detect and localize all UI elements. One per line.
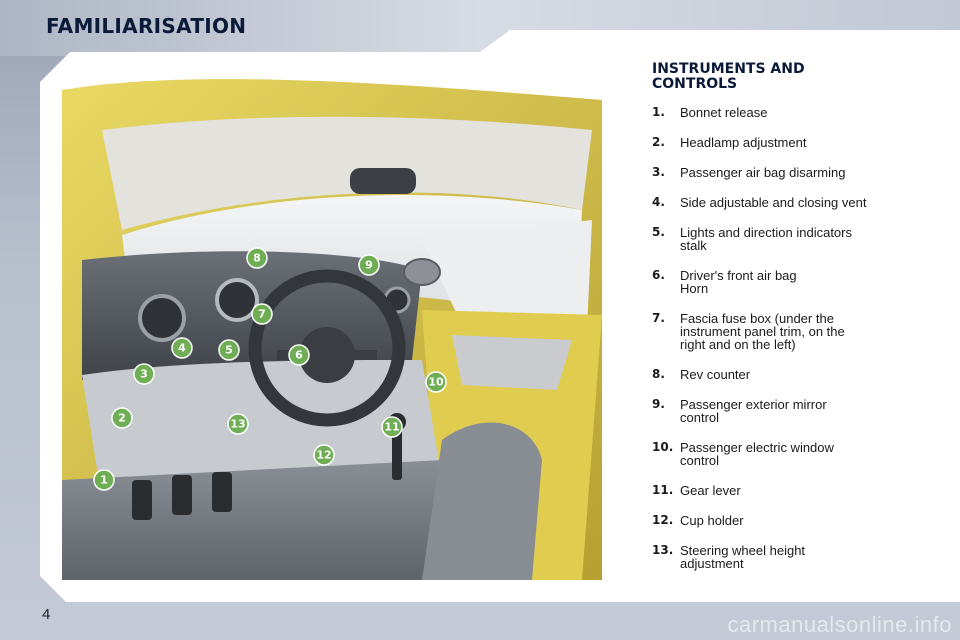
- item-label: Rev counter: [680, 367, 751, 382]
- callout-4: [172, 338, 192, 358]
- callout-10: [426, 372, 446, 392]
- callout-3: [134, 364, 154, 384]
- svg-text:4: 4: [178, 341, 186, 355]
- watermark-text: carmanualsonline.info: [727, 612, 952, 637]
- list-item: [652, 441, 922, 467]
- item-label: Passenger exterior mirror control: [680, 397, 827, 425]
- air-vent-left: [140, 296, 184, 340]
- item-label: Bonnet release: [680, 105, 768, 120]
- svg-text:8: 8: [253, 251, 261, 265]
- callout-12: [314, 445, 334, 465]
- callout-5: [219, 340, 239, 360]
- list-item: [652, 136, 922, 149]
- svg-text:1: 1: [100, 473, 108, 487]
- pedal-3: [212, 472, 232, 512]
- list-item: [652, 196, 922, 209]
- callout-6: [289, 345, 309, 365]
- item-number: 6.: [652, 268, 665, 282]
- item-number: 2.: [652, 135, 665, 149]
- item-label: Passenger air bag disarming: [680, 165, 846, 180]
- list-item: [652, 368, 922, 381]
- page-number: 4: [42, 606, 51, 623]
- item-number: 1.: [652, 105, 665, 119]
- pedal-1: [132, 480, 152, 520]
- callout-9: [359, 255, 379, 275]
- item-label: Side adjustable and closing vent: [680, 195, 867, 210]
- item-number: 9.: [652, 397, 665, 411]
- item-label: Headlamp adjustment: [680, 135, 807, 150]
- item-number: 10.: [652, 440, 674, 454]
- pedal-2: [172, 475, 192, 515]
- list-item: [652, 544, 922, 570]
- item-number: 4.: [652, 195, 665, 209]
- item-number: 13.: [652, 543, 674, 557]
- svg-text:9: 9: [365, 258, 373, 272]
- list-item: [652, 226, 922, 252]
- svg-text:6: 6: [295, 348, 303, 362]
- item-number: 5.: [652, 225, 665, 239]
- svg-text:7: 7: [258, 307, 266, 321]
- callout-13: [228, 414, 248, 434]
- item-number: 12.: [652, 513, 674, 527]
- list-item: [652, 269, 922, 295]
- door-handle-trim: [452, 335, 572, 390]
- list-item: [652, 312, 922, 351]
- car-interior-svg: [62, 60, 622, 580]
- item-label: Gear lever: [680, 483, 741, 498]
- svg-text:12: 12: [316, 448, 332, 462]
- instruments-list: [652, 62, 922, 587]
- item-label: Steering wheel height adjustment: [680, 543, 806, 571]
- floor: [62, 460, 462, 580]
- item-number: 7.: [652, 311, 665, 325]
- exterior-mirror: [404, 259, 440, 285]
- svg-text:13: 13: [230, 417, 246, 431]
- list-item: [652, 398, 922, 424]
- list-item: [652, 514, 922, 527]
- callout-7: [252, 304, 272, 324]
- callout-1: [94, 470, 114, 490]
- list-item: [652, 484, 922, 497]
- svg-text:11: 11: [384, 420, 400, 434]
- car-interior-illustration: [62, 60, 622, 580]
- item-label: Lights and direction indicators stalk: [680, 225, 852, 253]
- list-item: [652, 106, 922, 119]
- rear-view-mirror: [350, 168, 416, 194]
- callout-2: [112, 408, 132, 428]
- svg-text:5: 5: [225, 343, 233, 357]
- item-label: Passenger electric window control: [680, 440, 834, 468]
- rev-counter-dial: [217, 280, 257, 320]
- list-title: INSTRUMENTS AND CONTROLS: [652, 61, 805, 92]
- item-label: Fascia fuse box (under the instrument panel trim, on the right and on the left): [680, 311, 845, 352]
- page-title: FAMILIARISATION: [46, 14, 247, 38]
- callout-11: [382, 417, 402, 437]
- list-item: [652, 166, 922, 179]
- svg-text:2: 2: [118, 411, 126, 425]
- item-number: 3.: [652, 165, 665, 179]
- item-number: 11.: [652, 483, 674, 497]
- svg-text:3: 3: [140, 367, 148, 381]
- callout-8: [247, 248, 267, 268]
- item-number: 8.: [652, 367, 665, 381]
- item-label: Driver's front air bag Horn: [680, 268, 797, 296]
- item-label: Cup holder: [680, 513, 744, 528]
- svg-text:10: 10: [428, 375, 444, 389]
